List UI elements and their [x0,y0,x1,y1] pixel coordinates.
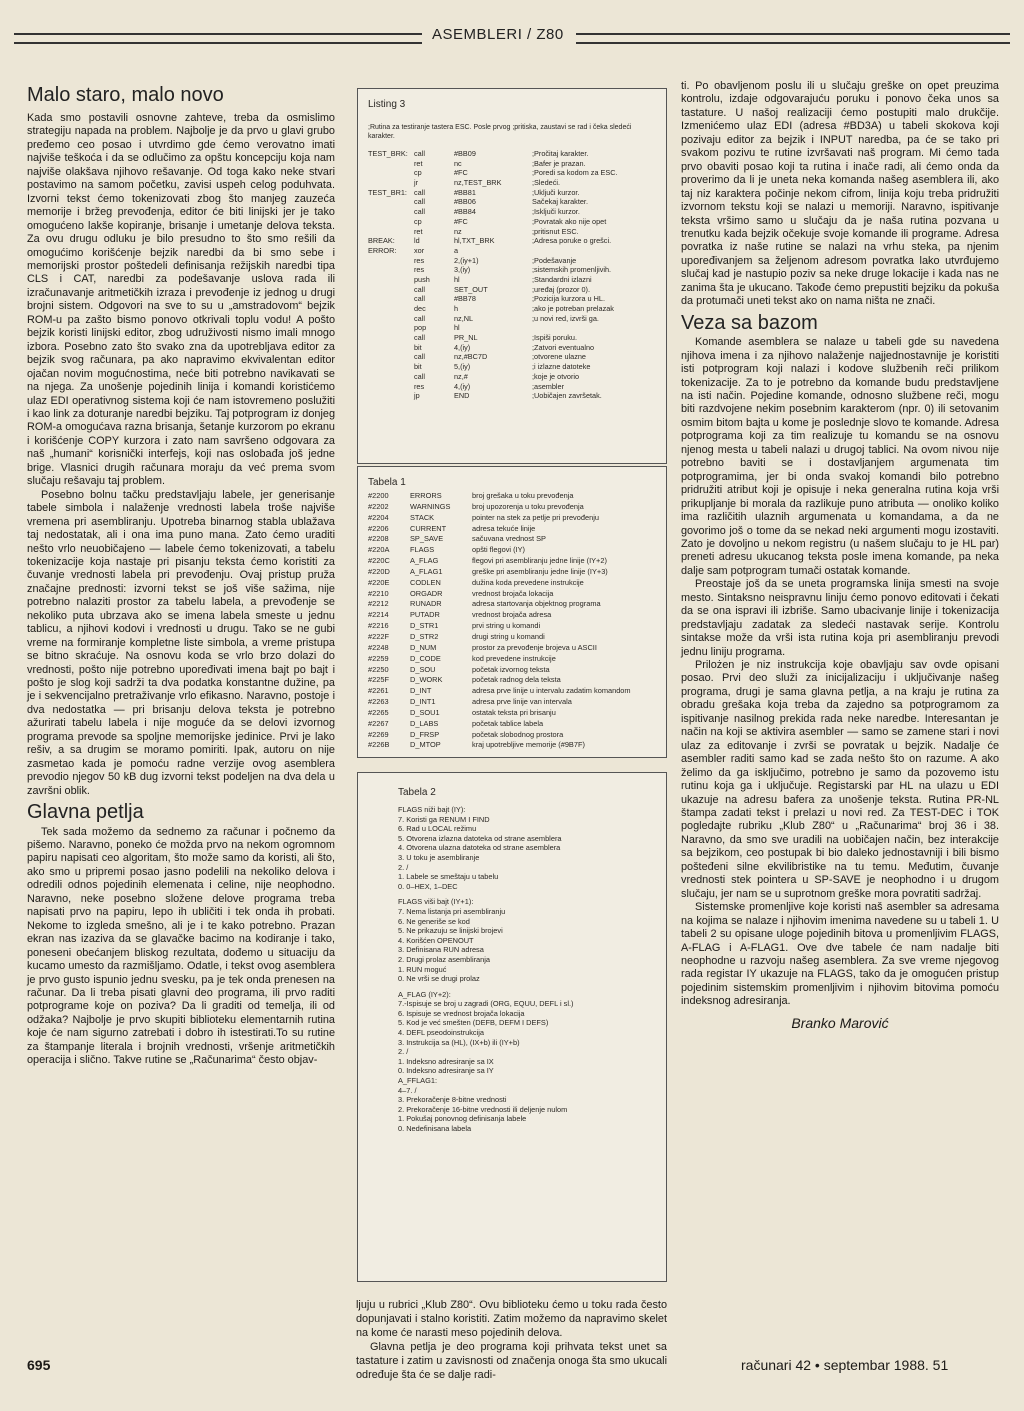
page-header [14,28,1010,46]
table-cell: ERRORS [410,491,442,500]
table-cell: prostor za prevođenje brojeva u ASCII [472,642,597,652]
table-cell: greške pri asembliranju jedne linije (IY+3) [472,566,608,576]
table-cell: ORGADR [410,588,443,598]
table-cell: D_SOU1 [410,707,440,717]
listing-cell [368,217,414,227]
listing-line [368,372,660,382]
table-cell: SP_SAVE [410,534,444,544]
listing-line [368,149,660,159]
listing-line [368,314,660,324]
table-cell: početak radnog dela teksta [472,675,561,685]
table-cell: #2200 [368,491,389,500]
listing-line [368,285,660,295]
table-cell: adresa startovanja objektnog programa [472,599,601,609]
listing-cell: call [414,294,425,304]
table-row [368,632,660,643]
listing-cell: ;Adresa poruke o grešci. [532,236,612,246]
listing-cell: nz,TEST_BRK [454,178,502,188]
listing-cell: ERROR: [368,245,397,255]
listing-cell: ;asembler [532,381,565,391]
listing-cell: ;Pročitaj karakter. [532,149,589,158]
listing-cell [368,333,414,343]
listing-cell [368,275,414,285]
list-item: 7. Nema listanja pri asembliranju [398,906,506,916]
listing-cell: ;Sledeći. [532,178,560,188]
table-cell: dužina koda prevedene instrukcije [472,577,584,587]
listing-cell: ;pritisnut ESC. [532,226,579,236]
table-row [368,675,660,686]
table-cell: #2216 [368,621,389,631]
listing-code [368,149,660,401]
table-row [368,740,660,751]
listing-cell: bit [414,342,422,352]
table-cell: #220C [368,556,390,566]
listing-cell [368,256,414,266]
listing-cell: #FC [454,168,468,178]
listing-cell: h [454,304,459,313]
article-paragraph: ti. Po obavljenom poslu ili u slučaju greške on opet preuzima kontrolu, izdaje odgovarajuću poruku i ponovo čeka unos sa tastature. U našoj realizaciji ćemo postupiti malo drukčije. Izmenićemo ulaz EDI (adresa #BD3A) u tabeli skokova koji pozivaju editor za bejzik i INPUT naredba, pa će se tako pri svakom pozivu te rutine izvršavati naš program. Mi ćemo tada prvo obaviti posao koji ta rutina i inače radi, ali ćemo onda da proverimo da li je uneta neka komanda našeg asemblera ili, ako taj niz karaktera počinje nekom cifrom, linija koju treba pridružiti izvornom tekstu koji se nalazi u memoriji. Naravno, ispitivanje teksta vršimo samo u slučaju da je naša rutina pozvana u trenutku kada bejzik očekuje svoje komande ili programe. Adresa povratka iz naše rutine se nalazi na vrhu steka, pa njenim upoređivanjem sa željenom adresom povratka lako utvrđujemo slučaj kad je nastupio poziv sa neke druge lokacije i kada nas ne zanima šta je ukucano. Takođe ćemo prepustiti bejziku da pokuša da protumači uneti tekst ako on nama ništa ne znači. [681,80,999,308]
listing-cell: ;Povratak ako nije opet [532,216,607,226]
listing-cell: TEST_BR1: [368,187,407,197]
table-cell: #220A [368,545,390,555]
table-cell: D_LABS [410,718,439,728]
listing-cell: hl [454,274,460,284]
listing-line [368,188,660,198]
table-row [368,610,660,621]
listing-cell: call [414,187,425,197]
table-row [368,599,660,610]
article-paragraph: Komande asemblera se nalaze u tabeli gde su navedena njihova imena i za njihovo nalaženje najjednostavnije je koristiti isti potprogram koji nalazi i kodove službenih reči prilikom tokenizacije. Za to je potrebno da komande budu predstavljene na isti način. Pojedine komande, odnosno službene reči, mogu biti razdvojene nekim posebnim karakterom (npr. 0) ili setovanim osmim bitom bajta u kome je poslednje slovo te komande. Adresa potprograma koji za tim realizuje tu komandu se na osnovu njenog mesta u tabeli nalazi u drugoj tablici. Na ovom nivou nije potrebno baviti se i dostavljanjem argumenata tim potprogramima, jer bi onda svakoj komandi bilo potrebno pridružiti atribut koji je opisuje i neka generalna rutina koja vrši prikupljanje bi morala da razlikuje puno atributa — onoliko koliko ima različitih ulaznih argumenata u komandama, a da ne govorimo još o tome da se nekad neki argumenti mogu izostaviti. Zato je dovoljno u nekom registru (u našem slučaju to je HL par) preneti adresu ukucanog teksta posle imena komande, pa neka dalje sam potprogram tumači ostatak komande. [681,336,999,577]
listing-line [368,246,660,256]
table-row [368,719,660,730]
article-paragraph: Preostaje još da se uneta programska linija smesti na svoje mesto. Sintaksno neispravnu liniju ćemo ponovo editovati i čekati da se ona ispravi ili izbriše. Samo ubacivanje linije i tokenizacija predstavljaju zadatak za sledeći nastavak serije. Kontrolu sintakse može da vrši ista rutina koja pri asembliranju prevodi jednu liniju programa. [681,578,999,658]
listing-cell: ;Podešavanje [532,255,577,265]
list-item: FLAGS viši bajt (IY+1): [398,897,474,907]
list-item: 3. Definisana RUN adresa [398,945,484,955]
article-column-1 [27,112,335,1068]
listing-line [368,333,660,343]
listing-cell [368,178,414,188]
article-paragraph: Posebno bolnu tačku predstavljaju labele, jer generisanje tabele simbola i nalaženje vrednosti labela troše najviše vremena pri asembliranju. Upotreba binarnog stabla ublažava taj nedostatak, ali i ona ima puno mana. Zato ćemo uraditi nešto vrlo neuobičajeno — labele ćemo tokenizovati, a tabelu tokenizacije koja nastaje pri pisanju teksta ćemo koristiti za čuvanje vrednosti labela pri prevođenju. Ovaj pristup pruža značajne prednosti: izvorni tekst se još više sažima, nije potrebno nalaziti prostor za tabelu labela, a prevođenje se nekoliko puta ubrzava ako se imena labela smeste u jednu tablicu, a njihovi kodovi i vrednosti u drugu. Tako se ne gubi vreme na formiranje kompletne liste simbola, a vreme pristupa se bitno skraćuje. Na osnovu koda se vrlo brzo dolazi do vrednosti, pošto nije potrebno upoređivati imena bajt po bajt i pošto je slog koji sadrži ta dva podatka konstantne dužine, pa je i sekvencijalno pretraživanje vrlo efikasno. Naravno, postoje i dva nedostatka — pri brisanju delova teksta je potrebno ažurirati tabelu labela i nije moguće da se delovi izvornog programa prevode sa spoljne memorijske jedinice. Prvi je lako rešiv, a sa drugim se moramo pomiriti. Ipak, autoru on nije zasmetao kada je pomoću radne verzije ovog asemblera prevodio njegov 50 kB dug izvorni tekst podeljen na dva dela u završni oblik. [27,488,335,797]
list-item: 3. Instrukcija sa (HL), (IX+b) ili (IY+b) [398,1037,520,1047]
table-row [368,686,660,697]
author-signature: Branko Marović [791,1014,889,1031]
listing-cell: cp [414,216,422,226]
tabela-1-title: Tabela 1 [368,477,406,488]
listing-cell [368,343,414,353]
table-cell: #2248 [368,642,389,652]
table-row [368,697,660,708]
list-item: 4. DEFL pseodoinstrukcija [398,1028,484,1038]
table-cell: D_WORK [410,675,443,685]
table-row [368,654,660,665]
list-item: FLAGS niži bajt (IY): [398,805,466,814]
list-item: 1. Labele se smeštaju u tabelu [398,872,499,882]
listing-cell [368,285,414,295]
table-cell: #2267 [368,718,389,728]
listing-cell: ld [414,236,420,246]
table-cell: #2265 [368,707,389,717]
listing-3-box [357,88,667,464]
article-column-3 [681,80,999,1030]
table-cell: prvi string u komandi [472,621,541,631]
listing-cell: res [414,265,425,275]
listing-cell: PR_NL [454,333,478,343]
list-item: 3. Prekoračenje 8-bitne vrednosti [398,1095,507,1105]
listing-cell: BREAK: [368,236,395,246]
listing-cell [368,159,414,169]
listing-cell: #BB81 [454,187,476,197]
list-item: 6. Rad u LOCAL režimu [398,824,477,834]
listing-line [368,168,660,178]
listing-cell [368,197,414,207]
table-cell: D_STR2 [410,631,439,641]
list-item: A_FLAG (IY+2): [398,989,451,999]
listing-cell: push [414,274,430,284]
table-cell: #226B [368,740,390,750]
table-cell: D_MTOP [410,740,441,750]
list-item: 5. Ne prikazuju se linijski brojevi [398,926,503,936]
listing-cell: dec [414,304,426,313]
table-cell: #2269 [368,729,389,739]
listing-cell [368,294,414,304]
list-item: 3. U toku je asembliranje [398,852,480,862]
table-row [368,502,660,513]
table-cell: STACK [410,512,435,522]
table-row [368,665,660,676]
listing-cell: nz [454,226,462,236]
listing-cell: ;sistemskih promenljivih. [532,265,612,275]
listing-cell: #BB78 [454,294,476,304]
table-cell: flegovi pri asembliranju jedne linije (IY+2) [472,556,607,566]
listing-cell: 4,(iy) [454,342,471,352]
table-cell: #2210 [368,588,389,598]
table-cell: D_SOU [410,664,436,674]
tabela-2-box [357,772,667,1282]
table-cell: A_FLAG [410,556,439,566]
listing-cell: TEST_BRK: [368,149,408,158]
table-cell: #2202 [368,501,389,511]
listing-line [368,236,660,246]
listing-line [368,352,660,362]
section-heading-malo-staro: Malo staro, malo novo [27,84,224,106]
table-cell: vrednost brojača adresa [472,610,552,620]
listing-line [368,159,660,169]
table-cell: #2208 [368,534,389,544]
listing-cell: ret [414,226,423,236]
listing-cell: call [414,284,425,294]
table-row [368,643,660,654]
listing-cell [368,168,414,178]
list-item: 4. Korišćen OPENOUT [398,935,474,945]
tabela-2-title: Tabela 2 [398,787,436,798]
listing-cell: #FC [454,216,468,226]
article-paragraph: Prilożen je niz instrukcija koje obavljaju sav ovde opisani posao. Prvi deo služi za inicijalizaciju i uključivanje našeg programa, drugi je sama glavna petlja, a na kraju je rutina za obradu grešaka koja treba da zajedno sa potprogramom za ispitivanje nasilnog prekida rada neke naredbe. Interesantan je način na koji se aktivira asembler — samo se zamene stari i novi ulaz za editovanje i zvrši se povratak u bejzik. Nadalje će asembler raditi samo kad se zada nešto što on razume. A ako želimo da ga isključimo, potrebno je samo da pozovemo istu rutinu koja ga i uključuje. Registarski par HL na ulazu u EDI ukazuje na adresu bafera za unošenje teksta. Rutina PR-NL štampa zadati tekst i prelazi u novi red. Za TEST-DEC i TOK pogledajte rubriku „Klub Z80“ u „Računarima“ broj 36 i 38. Naravno, da smo sve uradili na uobičajen način, bez interakcije sa bejzikom, ceo postupak bi bio daleko jednostavniji i bili bismo pošteđeni silne ekvilibristike na tu temu. Međutim, čuvanje vrednosti stek pointera u SP-SAVE je neophodno i u drugom slučaju, jer nam se u suprotnom greške mora povratiti sadržaj. [681,659,999,900]
listing-cell: pop [414,323,427,333]
listing-cell: ;Pozicija kurzora u HL. [532,294,605,304]
table-row [368,567,660,578]
listing-cell: hl,TXT_BRK [454,236,495,246]
header-title: ASEMBLERI / Z80 [432,26,564,43]
table-cell: FLAGS [410,545,435,555]
listing-cell: ;Isključi kurzor. [532,207,580,217]
table-cell: ostatak teksta pri brisanju [472,707,556,717]
article-paragraph: ljuju u rubrici „Klub Z80“. Ovu biblioteku ćemo u toku rada često dopunjavati i stalno koristiti. Zatim možemo da napravimo skelet na kome će narasti meso pojedinih delova. [356,1299,667,1339]
listing-cell [368,207,414,217]
listing-cell: #BB09 [454,149,476,158]
table-cell: CURRENT [410,523,447,533]
table-cell: drugi string u komandi [472,631,545,641]
listing-cell: #BB84 [454,207,476,217]
listing-line [368,323,660,333]
listing-line [368,197,660,207]
listing-cell [368,382,414,392]
table-row [368,621,660,632]
listing-cell: jr [414,178,419,188]
list-item: 2. / [398,862,409,872]
table-cell: kraj upotrebljive memorije (#9B7F) [472,740,585,750]
table-cell: sačuvana vrednost SP [472,534,546,544]
listing-line [368,391,660,401]
section-heading-glavna-petlja: Glavna petlja [27,801,144,824]
table-cell: D_NUM [410,642,437,652]
listing-cell: cp [414,168,422,178]
magazine-issue: računari 42 • septembar 1988. 51 [741,1357,949,1373]
listing-cell: call [414,313,425,323]
table-cell: adresa tekuće linije [472,523,536,533]
list-item: 5. Otvorena izlazna datoteka od strane asemblera [398,833,562,843]
listing-cell [368,314,414,324]
listing-cell: res [414,381,425,391]
section-heading-veza-sa-bazom: Veza sa bazom [681,311,818,334]
list-item: 6. Ispisuje se vrednost brojača lokacija [398,1008,525,1018]
list-item: 6. Ne generiše se kod [398,916,470,926]
table-cell: pointer na stek za petlje pri prevođenju [472,512,599,522]
listing-cell: nc [454,158,462,168]
table-row [368,534,660,545]
listing-cell: ;otvorene ulazne [532,352,586,362]
article-column-2 [356,1298,667,1382]
listing-line [368,217,660,227]
listing-cell: call [414,207,425,217]
list-item: 1. Indeksno adresiranje sa IX [398,1056,494,1066]
table-cell: adresa prve linije u intervalu zadatim komandom [472,686,631,696]
listing-cell [368,362,414,372]
listing-cell: nz,# [454,371,468,381]
listing-cell [368,304,414,314]
listing-cell: nz,#BC7D [454,352,488,362]
listing-line [368,256,660,266]
list-item: 2. Prekoračenje 16-bitne vrednosti ili deljenje nulom [398,1104,568,1114]
list-item: 0. Indeksno adresiranje sa IY [398,1066,494,1076]
table-cell: PUTADR [410,610,440,620]
list-item: 2. / [398,1047,409,1057]
listing-cell: ;uređaj (prozor 0). [532,284,590,294]
listing-cell [368,391,414,401]
listing-cell: hl [454,323,460,333]
listing-cell: ret [414,158,423,168]
table-cell: početak slobodnog prostora [472,729,564,739]
listing-cell: 4,(iy) [454,381,471,391]
table-cell: broj upozorenja u toku prevođenja [472,501,584,511]
table-cell: opšti flegovi (IY) [472,545,525,555]
table-cell: CODLEN [410,577,441,587]
listing-cell: ;Zatvori eventualno [532,342,595,352]
table-row [368,491,660,502]
listing-cell: #BB06 [454,197,476,207]
tabela-2-lines [398,805,660,1134]
table-cell: #2214 [368,610,389,620]
table-cell: #222F [368,631,389,641]
list-item: 7.-Ispisuje se broj u zagradi (ORG, EQUU, DEFL i sl.) [398,999,574,1009]
listing-line [368,265,660,275]
listing-cell: ;ako je potreban prelazak [532,304,614,313]
article-paragraph: Glavna petlja je deo programa koji prihvata tekst unet sa tastature i zatim u zavisnosti od značenja onoga šta smo ukucali određuje šta će se dalje radi- [356,1341,667,1381]
header-rule-left [14,33,422,44]
listing-cell: call [414,371,425,381]
table-cell: #220D [368,566,390,576]
listing-cell: 2,(iy+1) [454,255,479,265]
table-row [368,708,660,719]
listing-cell: ;Bafer je prazan. [532,158,586,168]
listing-cell: xor [414,245,425,255]
list-item: A_FFLAG1: [398,1076,438,1086]
table-row [368,578,660,589]
listing-cell [368,265,414,275]
table-cell: D_FRSP [410,729,440,739]
listing-cell: SET_OUT [454,284,488,294]
list-item: 4–7. / [398,1085,417,1095]
table-cell: #2250 [368,664,389,674]
listing-cell: a [454,245,459,255]
listing-line [368,304,660,314]
table-row [368,545,660,556]
table-row [368,556,660,567]
listing-cell: ;Ispiši poruku. [532,333,578,343]
table-cell: RUNADR [410,599,442,609]
table-row [368,589,660,600]
listing-cell: call [414,197,425,207]
table-cell: #2263 [368,697,389,707]
table-cell: #225F [368,675,389,685]
listing-line [368,275,660,285]
listing-cell [532,323,660,333]
listing-cell: res [414,255,425,265]
listing-line [368,294,660,304]
table-row [368,524,660,535]
header-rule-right [576,33,1010,44]
listing-cell: ;i izlazne datoteke [532,362,591,372]
article-paragraph: Tek sada možemo da sednemo za računar i počnemo da pišemo. Naravno, poneko će možda prvo na nekom ogromnom papiru napisati ceo algoritam, što može samo da koristi, ali što, ako smo u pripremi posao jasno podelili na nekoliko delova i odredili odnos pojedinih elemenata i celine, nije neophodno. Naravno, neke posebno složene delove programa treba napisati prvo na papiru, lepo ih ubličiti i tek onda ih probati. Nekome to izgleda smešno, ali je i te kako potrebno. Prazan ekran nas izaziva da se glavačke bacimo na kodiranje i tako, poneseni obećanjem bliskog rezultata, dođemo u situaciju da kucamo umesto da razmišljamo. Odatle, i tekst ovog asemblera je prvo gusto ispunio jednu svesku, pa je tek onda prenesen na računar. Da li treba pisati glavni deo programa, ili prvo raditi potprograme koje on poziva? Da li graditi od temelja, ili od odžaka? Najbolje je prvo skupiti biblioteku elementarnih rutina koje će nam sigurno zatrebati i dobro ih istestirati.To su rutine za štampanje literala i brojnih vrednosti, vršenje aritmetičkih operacija i slično. Takve rutine se „Računarima“ često objav- [27,825,335,1067]
tabela-1-rows [368,491,660,751]
table-cell: početak izvornog teksta [472,664,550,674]
list-item: 2. Drugi prolaz asembliranja [398,954,491,964]
listing-cell [368,227,414,237]
table-row [368,730,660,741]
listing-cell [532,246,660,256]
tabela-1-box [357,466,667,758]
listing-cell: ;Poredi sa kodom za ESC. [532,168,618,178]
table-cell: #2206 [368,523,389,533]
listing-line [368,382,660,392]
table-cell: D_INT1 [410,697,436,707]
listing-cell: call [414,333,425,343]
listing-cell [368,352,414,362]
listing-cell: ;u novi red, izvrši ga. [532,313,599,323]
table-cell: D_INT [410,686,432,696]
list-item: 1. RUN moguć [398,964,447,974]
table-cell: vrednost brojača lokacija [472,588,554,598]
table-cell: A_FLAG1 [410,566,443,576]
listing-cell: 5,(iy) [454,362,471,372]
listing-line [368,343,660,353]
table-cell: #2212 [368,599,389,609]
listing-cell [368,323,414,333]
listing-cell: 3,(iy) [454,265,471,275]
list-item: 5. Kod je već smešten (DEFB, DEFM I DEFS) [398,1018,549,1028]
table-cell: #220E [368,577,390,587]
table-cell: #2259 [368,653,389,663]
table-row [368,513,660,524]
listing-cell: ;Uobičajen završetak. [532,391,602,401]
listing-cell: ;Standardni izlazni [532,274,592,284]
table-cell: #2204 [368,512,389,522]
listing-cell: END [454,391,470,401]
listing-cell: call [414,352,425,362]
listing-line [368,178,660,188]
table-cell: početak tablice labela [472,718,544,728]
listing-cell: bit [414,362,422,372]
listing-line [368,207,660,217]
list-item: 7. Koristi ga RENUM I FIND [398,814,490,824]
table-cell: WARNINGS [410,501,451,511]
article-paragraph: Kada smo postavili osnovne zahteve, treba da osmislimo strategiju napada na problem. Najbolje je da prvo u glavi grubo pređemo ceo posao i utvrdimo gde ćemo verovatno imati najviše teškoća i da se odlučimo za opštu koncepciju koja nam najviše olakšava njihovo rešavanje. Od toga kako neke stvari postavimo na samom početku, zavisi uspeh celog poduhvata. Izvorni tekst ćemo tokenizovati zbog što manjeg zauzeća memorije i bržeg prevođenja, editor će biti linijski jer je tako omogućeno lakše kopiranje, brisanje i umetanje delova teksta. Za ovu drugu odluku je bilo presudno to što smo rešili da omogućimo korišćenje bejzik naredbi da bi smo sebe i memorijski prostor poštedeli definisanja režijskih naredbi tipa CLS i CAT, naredbi za podešavanje uslova rada ili izračunavanje aritmetičkih izraza i prevođenje iz jednog u drugi brojni sistem. Odgovori na sve to su u „amstradovom“ bejzik ROM-u pa zašto bismo ponovo otkrivali toplu vodu! A pošto bejzik koristi linijski editor, zbog udruživosti nismo imali mnogo izbora. Posebno zato što svako zna da upotrebljava editor za bejzik svog računara, pa ako napravimo ekvivalentan editor ojačan novim mogućnostima, neće biti potrebno navikavati se na njega. Za unošenje pojedinih linija i komandi koristićemo ulaz EDI operativnog sistema koji će nam istovremeno poslužiti i kao link za doturanje naredbi bejziku. Taj potprogram iz donjeg ROM-a omogućava razna brisanja, šetanje kurzorom po ekranu i korišćenje COPY kurzora i zato nam savršeno odgovara za naš „humani“ korisnički interfejs, koji nas oslobađa još jedne brige. Vlasnici drugih računara moraju da već prema svom slučaju rešavaju taj problem. [27,112,335,488]
listing-cell: jp [414,391,420,401]
list-item: 4. Otvorena ulazna datoteka od strane asemblera [398,843,561,853]
listing-cell [368,372,414,382]
article-paragraph: Sistemske promenljive koje koristi naš asembler sa adresama na kojima se nalaze i njihovim imenima navedene su u tabeli 1. U tabeli 2 su opisane uloge pojedinih bitova u promenljivim FLAGS, A-FLAG i A-FLAG1. Ove dve tabele će nam nadalje biti neophodne u razvoju našeg asemblera. Za sve vreme njegovog rada registar IY ukazuje na FLAGS, tako da je omogućen pristup pojedinim sistemskim promenljivim i njihovim bitovima pomoću indeksnog adresiranja. [681,901,999,1008]
listing-line [368,362,660,372]
table-cell: broj grešaka u toku prevođenja [472,491,574,500]
list-item: 0. Nedefinisana labela [398,1124,472,1133]
listing-cell: call [414,149,425,158]
listing-cell: ;koje je otvorio [532,371,580,381]
listing-cell: nz,NL [454,313,474,323]
table-cell: D_STR1 [410,621,439,631]
listing-intro: ;Rutina za testiranje tastera ESC. Posle prvog ;pritiska, zaustavi se rad i čeka sledeći karakter. [368,124,632,140]
listing-line [368,227,660,237]
listing-cell: ;Uključi kurzor. [532,187,580,197]
page-number: 695 [27,1357,51,1373]
table-cell: kod prevedene instrukcije [472,653,556,663]
table-cell: D_CODE [410,653,441,663]
table-cell: #2261 [368,686,389,696]
listing-title: Listing 3 [368,99,406,110]
table-cell: adresa prve linije van intervala [472,697,572,707]
list-item: 1. Pokušaj ponovnog definisanja labele [398,1114,527,1124]
listing-cell: Sačekaj karakter. [532,197,588,207]
list-item: 0. 0–HEX, 1–DEC [398,881,458,891]
list-item: 0. Ne vrši se drugi prolaz [398,974,480,984]
